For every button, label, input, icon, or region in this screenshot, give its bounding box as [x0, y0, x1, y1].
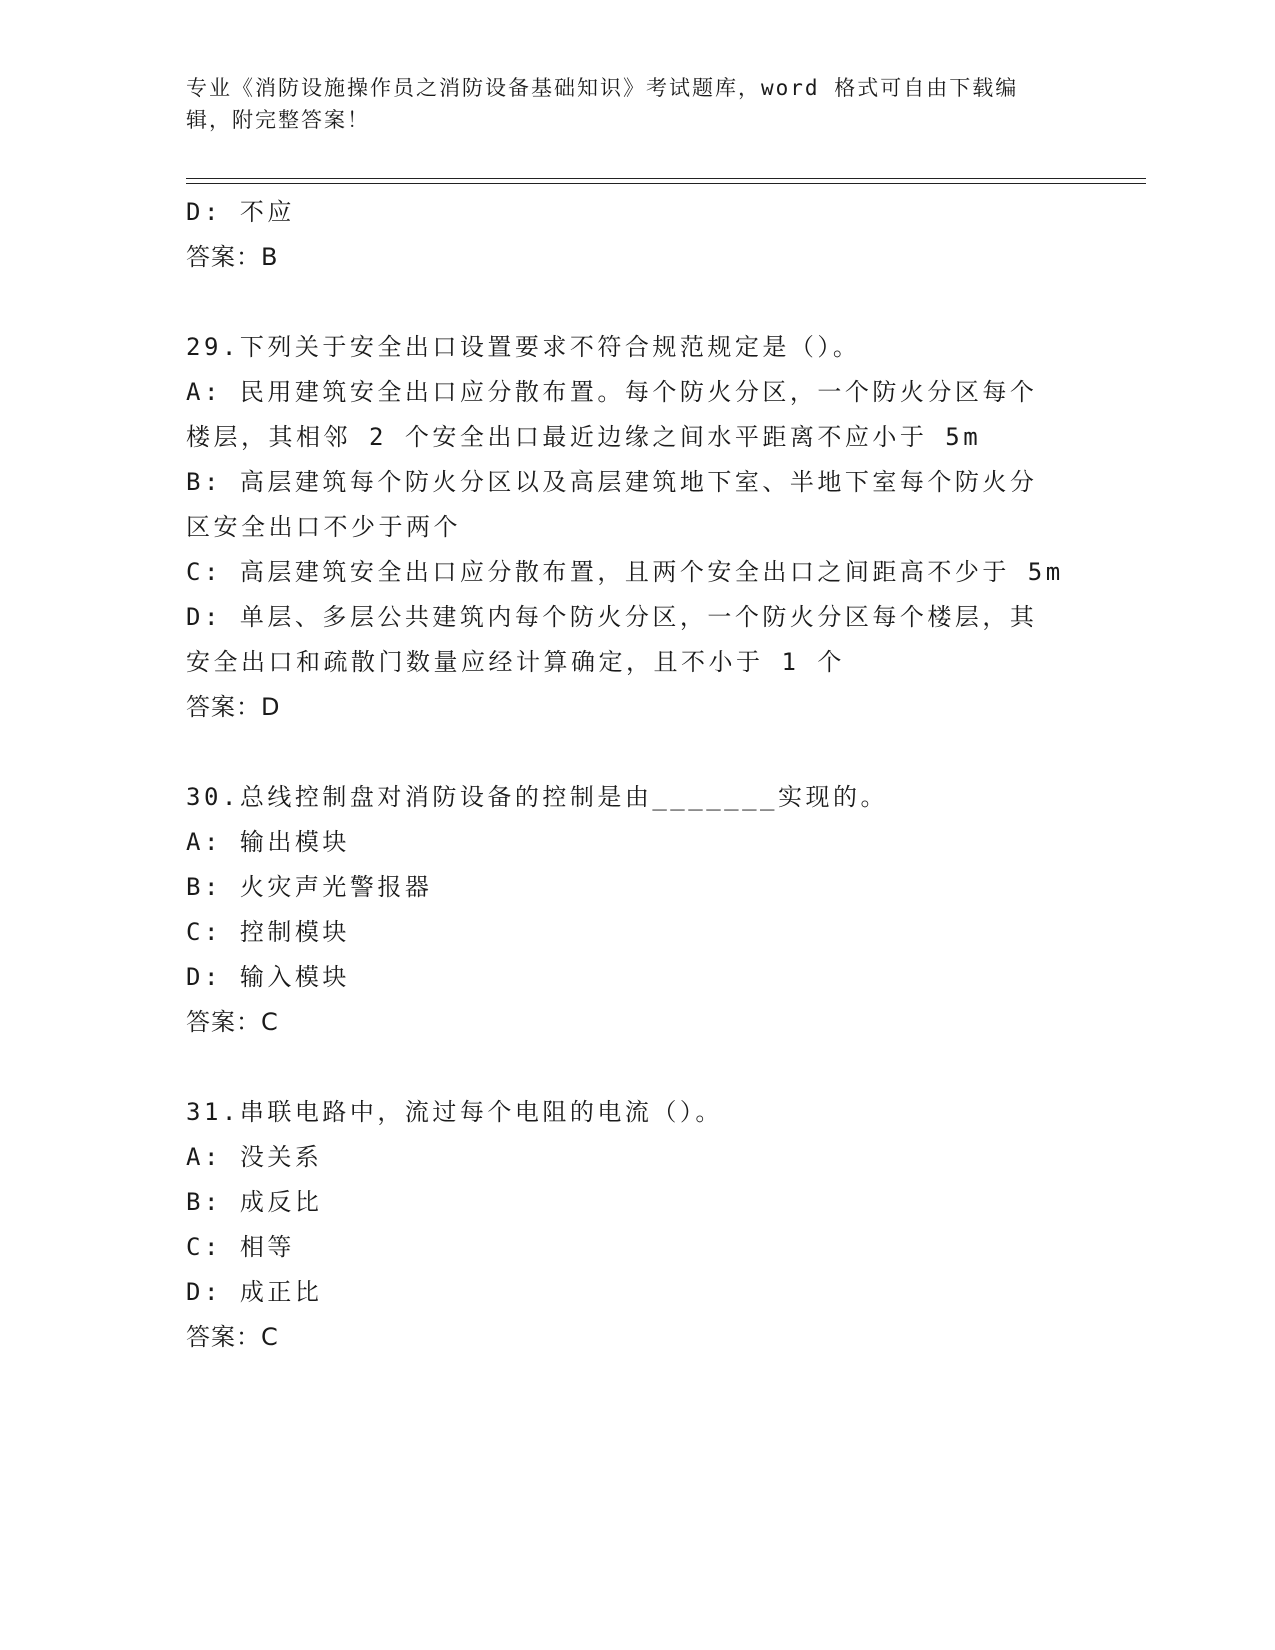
answer: 答案：C: [186, 1008, 279, 1036]
answer: 答案：D: [186, 693, 281, 721]
option-c: C: 相等: [186, 1233, 295, 1261]
question-stem: 29.下列关于安全出口设置要求不符合规范规定是（）。: [186, 333, 861, 361]
question-29: [186, 325, 1106, 730]
option-b: B: 火灾声光警报器: [186, 873, 433, 901]
spacer: [186, 280, 1106, 325]
option-d-continued: 安全出口和疏散门数量应经计算确定，且不小于 1 个: [186, 648, 845, 676]
option-c: C: 高层建筑安全出口应分散布置，且两个安全出口之间距高不少于 5m: [186, 558, 1064, 586]
option-d: D: 不应: [186, 198, 295, 226]
question-30: [186, 775, 1106, 1045]
option-b-continued: 区安全出口不少于两个: [186, 513, 461, 541]
question-31: [186, 1090, 1106, 1360]
document-header: [186, 72, 1066, 136]
option-a-continued: 楼层，其相邻 2 个安全出口最近边缘之间水平距离不应小于 5m: [186, 423, 982, 451]
question-28-tail: [186, 190, 1106, 280]
spacer: [186, 730, 1106, 775]
header-divider-bottom: [186, 183, 1146, 184]
answer: 答案：B: [186, 243, 279, 271]
spacer: [186, 1045, 1106, 1090]
question-stem: 30.总线控制盘对消防设备的控制是由_______实现的。: [186, 783, 888, 811]
option-d: D: 单层、多层公共建筑内每个防火分区，一个防火分区每个楼层，其: [186, 603, 1038, 631]
option-b: B: 成反比: [186, 1188, 323, 1216]
option-c: C: 控制模块: [186, 918, 350, 946]
option-d: D: 输入模块: [186, 963, 350, 991]
option-b: B: 高层建筑每个防火分区以及高层建筑地下室、半地下室每个防火分: [186, 468, 1038, 496]
option-d: D: 成正比: [186, 1278, 323, 1306]
answer: 答案：C: [186, 1323, 279, 1351]
header-divider-top: [186, 178, 1146, 179]
question-list: [186, 190, 1106, 1360]
header-line-2: 辑，附完整答案！: [186, 108, 370, 132]
question-stem: 31.串联电路中，流过每个电阻的电流（）。: [186, 1098, 723, 1126]
option-a: A: 民用建筑安全出口应分散布置。每个防火分区，一个防火分区每个: [186, 378, 1038, 406]
header-line-1: 专业《消防设施操作员之消防设备基础知识》考试题库，word 格式可自由下载编: [186, 76, 1019, 100]
option-a: A: 输出模块: [186, 828, 350, 856]
option-a: A: 没关系: [186, 1143, 323, 1171]
